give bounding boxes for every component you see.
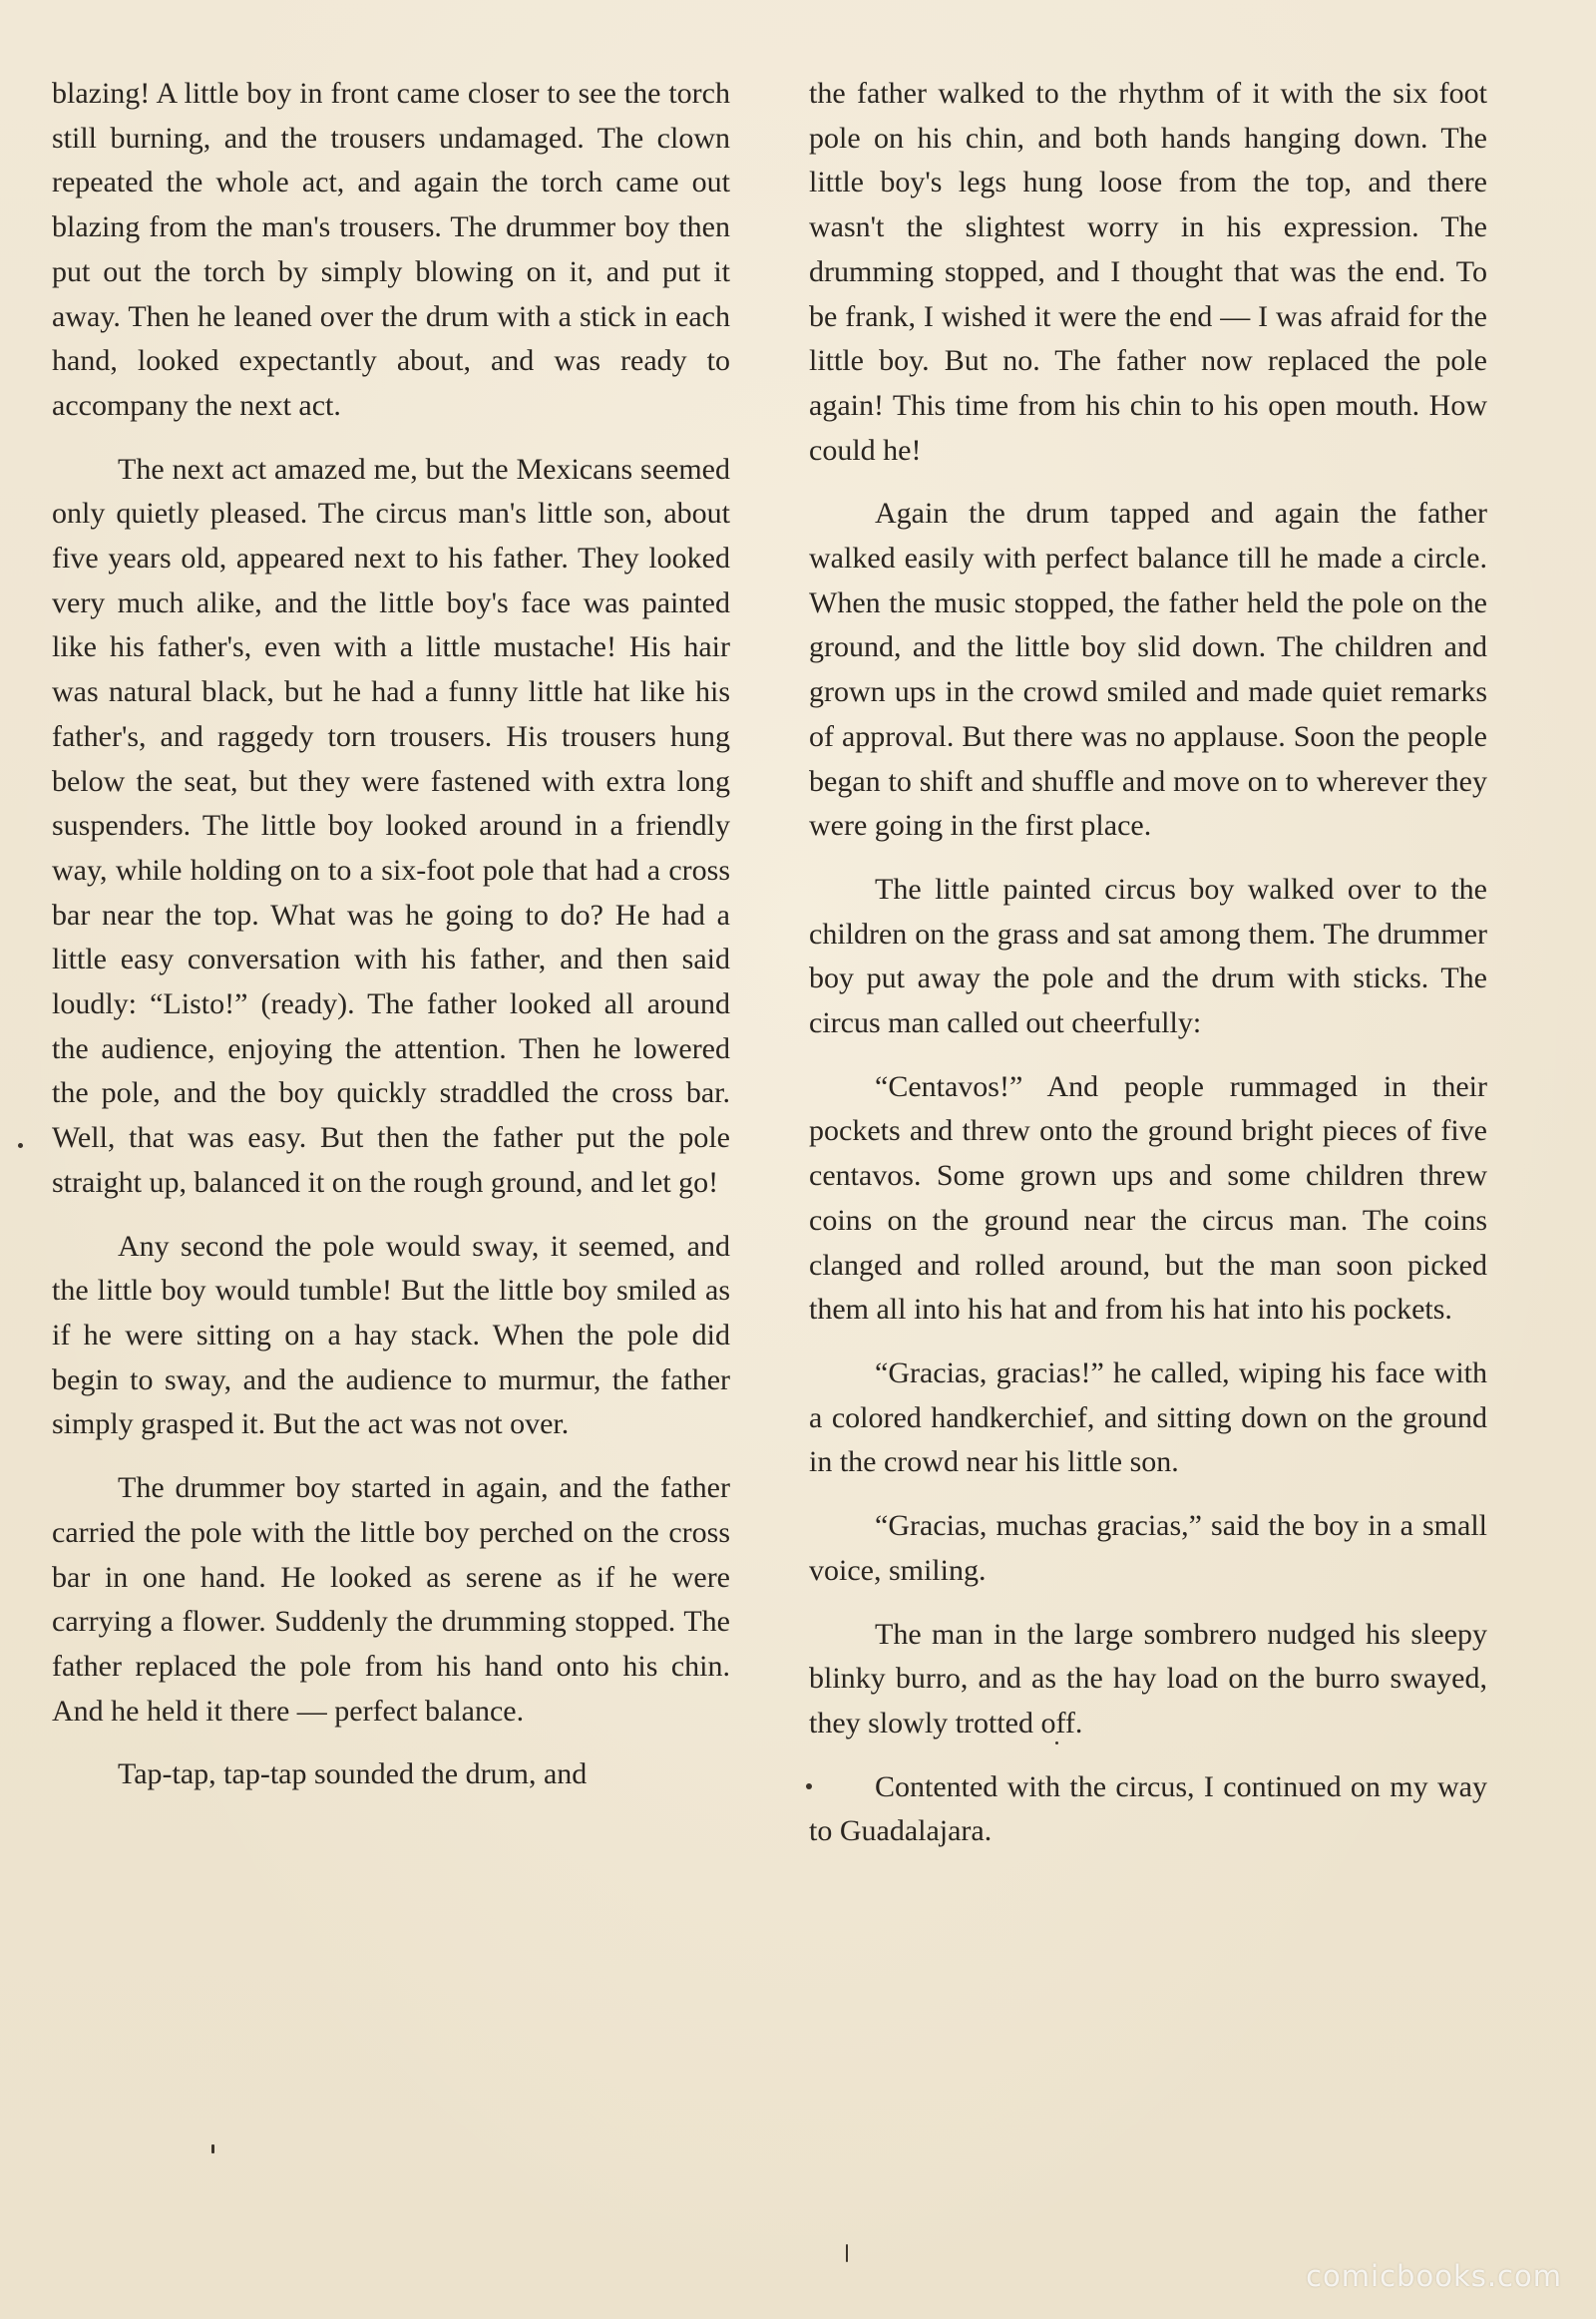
left-text-column [52, 72, 730, 1816]
paragraph: Any second the pole would sway, it seemed, and the little boy would tumble! But the little boy smiled as if he were sitting on a hay stack. When the pole did begin to sway, and the audience to murmur, the father simply grasped it. But the act was not over. [52, 1229, 730, 1441]
paragraph: “Gracias, gracias!” he called, wiping his face with a colored handkerchief, and sitting down on the ground in the crowd near his little son. [809, 1355, 1487, 1479]
paragraph: The drummer boy started in again, and the father carried the pole with the little boy perched on the cross bar in one hand. He looked as serene as if he were carrying a flower. Suddenly the drumming stopped. The father replaced the pole from his hand onto his chin. And he held it there — perfect balance. [52, 1471, 730, 1728]
print-speck [211, 2144, 214, 2153]
paragraph: blazing! A little boy in front came closer to see the torch still burning, and the trousers undamaged. The clown repeated the whole act, and again the torch came out blazing from the man's trousers. The drummer boy then put out the torch by simply blowing on it, and put it away. Then he leaned over the drum with a stick in each hand, looked expectantly about, and was ready to accompany the next act. [52, 77, 730, 422]
paragraph: the father walked to the rhythm of it with the six foot pole on his chin, and both hands hanging down. The little boy's legs hung loose from the top, and there wasn't the slightest worry in his expression. The drumming stopped, and I thought that was the end. To be frank, I wished it were the end — I was afraid for the little boy. But no. The father now replaced the pole again! This time from his chin to his open mouth. How could he! [809, 77, 1487, 467]
paragraph: Tap-tap, tap-tap sounded the drum, and [118, 1757, 588, 1791]
paragraph: “Gracias, muchas gracias,” said the boy in a small voice, smiling. [809, 1509, 1487, 1587]
print-speck [18, 1143, 23, 1148]
print-speck [1055, 1741, 1058, 1744]
paragraph: The man in the large sombrero nudged his sleepy blinky burro, and as the hay load on the burro swayed, they slowly trotted off. [809, 1617, 1487, 1739]
right-text-column [809, 72, 1487, 1873]
watermark: comicbooks.com [1306, 2259, 1562, 2293]
print-speck [846, 2244, 848, 2262]
paragraph: The little painted circus boy walked over to the children on the grass and sat among them. The drummer boy put away the pole and the drum with sticks. The circus man called out cheerfully: [809, 872, 1487, 1040]
print-speck [806, 1783, 812, 1789]
paragraph: “Centavos!” And people rummaged in their pockets and threw onto the ground bright pieces of five centavos. Some grown ups and some children threw coins on the ground near the circus man. The coins clanged and rolled around, but the man soon picked them all into his hat and from his hat into his pockets. [809, 1069, 1487, 1327]
paragraph: The next act amazed me, but the Mexicans seemed only quietly pleased. The circus man's little son, about five years old, appeared next to his father. They looked very much alike, and the little boy's face was painted like his father's, even with a little mustache! His hair was natural black, but he had a funny little hat like his father's, and raggedy torn trousers. His trousers hung below the seat, but they were fastened with extra long suspenders. The little boy looked around in a friendly way, while holding on to a six-foot pole that had a cross bar near the top. What was he going to do? He had a little easy conversation with his father, and then said loudly: “Listo!” (ready). The father looked all around the audience, enjoying the attention. Then he lowered the pole, and the boy quickly straddled the cross bar. Well, that was easy. But then the father put the pole straight up, balanced it on the rough ground, and let go! [52, 452, 730, 1199]
paragraph: Contented with the circus, I continued on my way to Guadalajara. [809, 1769, 1487, 1848]
paragraph: Again the drum tapped and again the father walked easily with perfect balance till he made a circle. When the music stopped, the father held the pole on the ground, and the little boy slid down. The children and grown ups in the crowd smiled and made quiet remarks of approval. But there was no applause. Soon the people began to shift and shuffle and move on to wherever they were going in the first place. [809, 497, 1487, 843]
